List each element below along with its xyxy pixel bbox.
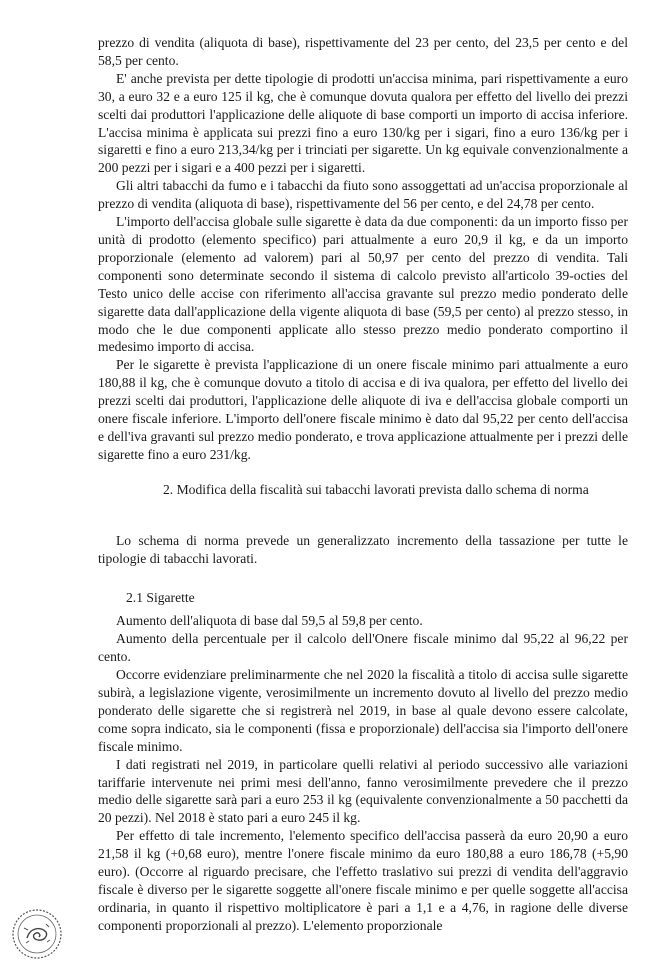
paragraph: Lo schema di norma prevede un generalizzato incremento della tassazione per tutte le tipologie di tabacchi lavorati. bbox=[98, 532, 628, 566]
document-body bbox=[98, 34, 628, 935]
paragraph: Aumento della percentuale per il calcolo dell'Onere fiscale minimo dal 95,22 al 96,22 per cento. bbox=[98, 631, 628, 665]
paragraph: Per le sigarette è prevista l'applicazione di un onere fiscale minimo pari attualmente a euro 180,88 il kg, che è comunque dovuto a titolo di accisa e di iva qualora, per effetto del livello dei prezzi scelti dai produttori, l'applicazione delle aliquote di iva e dell'accisa globale comporti un onere fiscale inferiore. L'importo dell'onere fiscale minimo è dato dal 95,22 per cento dell'accisa e dell'iva gravanti sul prezzo medio ponderato, e trova applicazione attualmente per i prezzi delle sigarette fino a euro 231/kg. bbox=[98, 357, 628, 462]
paragraph: Gli altri tabacchi da fumo e i tabacchi da fiuto sono assoggettati ad un'accisa proporzionale al prezzo di vendita (aliquota di base), rispettivamente del 56 per cento, e del 24,78 per cento. bbox=[98, 178, 628, 212]
official-seal-icon bbox=[10, 908, 64, 960]
paragraph: prezzo di vendita (aliquota di base), rispettivamente del 23 per cento, del 23,5 per cento e del 58,5 per cento. bbox=[98, 35, 628, 68]
paragraph: Per effetto di tale incremento, l'elemento specifico dell'accisa passerà da euro 20,90 a euro 21,58 il kg (+0,68 euro), mentre l'onere fiscale minimo da euro 180,88 a euro 186,78 (+5,90 euro). (Occorre al riguardo precisare, che l'effetto traslativo sui prezzi di vendita dell'aggravio fiscale è diverso per le sigarette soggette all'onere fiscale minimo e per quelle soggette all'accisa ordinaria, in quanto il rispettivo moltiplicatore è pari a 1,1 e a 4,76, in ragione delle diverse componenti proporzionali al prezzo). L'elemento proporzionale bbox=[98, 828, 628, 933]
subsection-heading: 2.1 Sigarette bbox=[126, 590, 195, 606]
paragraph: E' anche prevista per dette tipologie di prodotti un'accisa minima, pari rispettivamente a euro 30, a euro 32 e a euro 125 il kg, che è comunque dovuta qualora per effetto del livello dei prezzi scelti dai produttori l'applicazione delle aliquote di base comporti un importo di accisa inferiore. L'accisa minima è applicata sui prezzi fino a euro 130/kg per i sigari, fino a euro 136/kg per i sigaretti e fino a euro 213,34/kg per i trinciati per sigarette. Un kg equivale convenzionalmente a 200 pezzi per i sigari e a 400 pezzi per i sigaretti. bbox=[98, 70, 628, 176]
paragraph: L'importo dell'accisa globale sulle sigarette è data da due componenti: da un importo fisso per unità di prodotto (elemento specifico) pari attualmente a euro 20,9 il kg, e da un importo proporzionale (elemento ad valorem) pari al 50,97 per cento del prezzo di vendita. Tali componenti sono determinate secondo il sistema di calcolo previsto all'articolo 39-octies del Testo unico delle accise con riferimento all'accisa gravante sul prezzo medio ponderato delle sigarette data dall'applicazione della vigente aliquota di base (59,5 per cento) al prezzo stesso, in modo che le due componenti applicate allo stesso prezzo medio ponderato comportino il medesimo importo di accisa. bbox=[98, 214, 628, 355]
paragraph: Occorre evidenziare preliminarmente che nel 2020 la fiscalità a titolo di accisa sulle sigarette subirà, a legislazione vigente, verosimilmente un incremento dovuto al livello del prezzo medio ponderato delle sigarette che si registrerà nel 2019, in base al quale devono essere calcolate, come sopra indicato, sia le componenti (fissa e proporzionale) dell'accisa sia l'importo dell'onere fiscale minimo. bbox=[98, 667, 628, 754]
section-heading: 2. Modifica della fiscalità sui tabacchi lavorati prevista dallo schema di norma bbox=[163, 481, 589, 497]
paragraph: Aumento dell'aliquota di base dal 59,5 al 59,8 per cento. bbox=[116, 613, 423, 629]
paragraph: I dati registrati nel 2019, in particolare quelli relativi al periodo successivo alle variazioni tariffarie intervenute nei primi mesi dell'anno, fanno verosimilmente prevedere che il prezzo medio delle sigarette sarà pari a euro 253 il kg (equivalente convenzionalmente a 50 pacchetti da 20 pezzi). Nel 2018 è stato pari a euro 245 il kg. bbox=[98, 756, 628, 826]
